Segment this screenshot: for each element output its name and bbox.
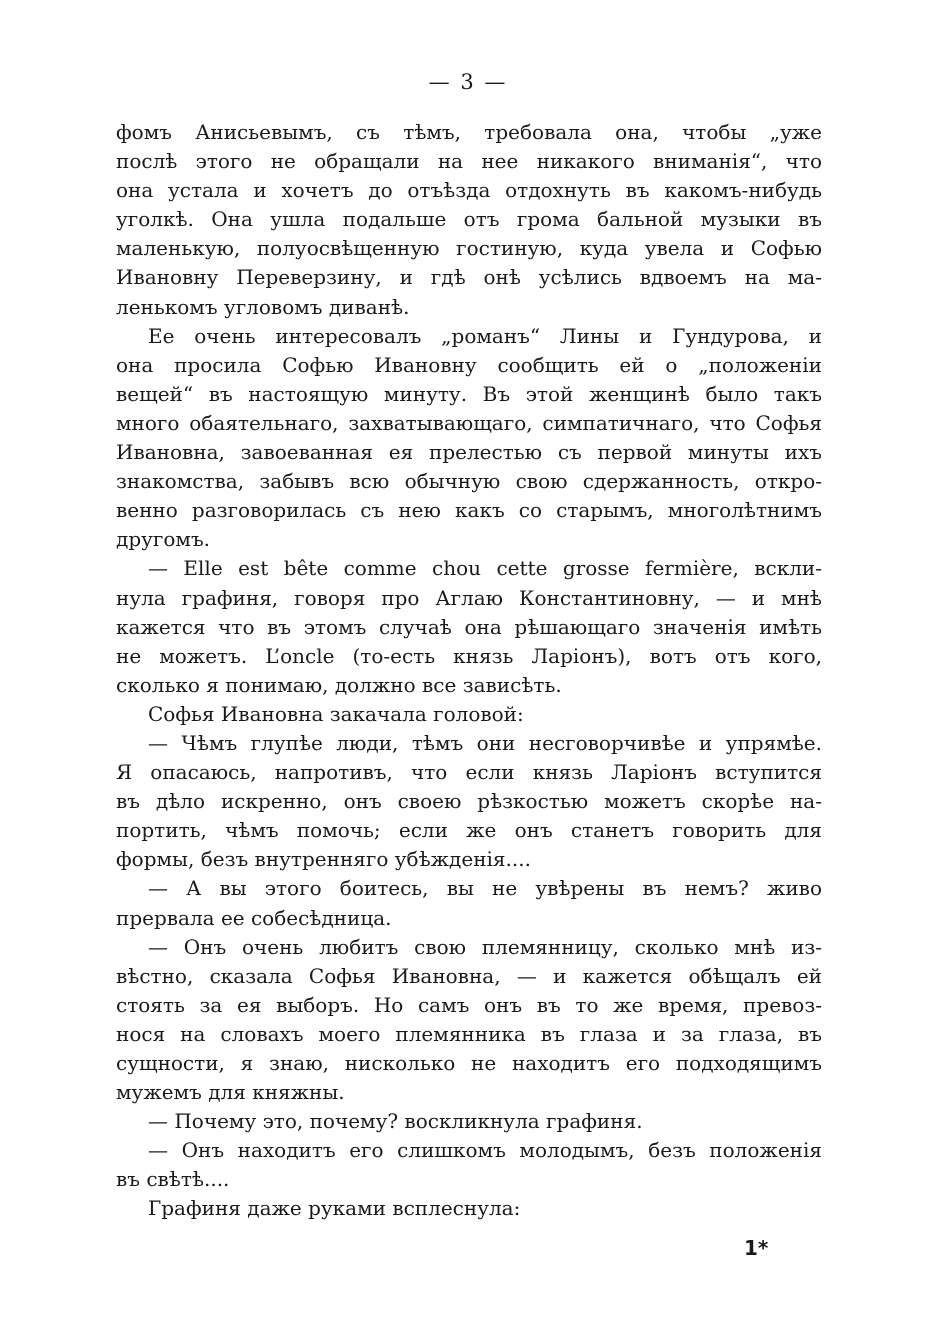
text-line: — А вы этого боитесь, вы не увѣрены въ немъ? живо (148, 876, 822, 901)
text-line: — Elle est bête comme chou cette grosse fermière, вскли- (148, 556, 822, 581)
text-line: вѣстно, сказала Софья Ивановна, — и кажется обѣщалъ ей (116, 963, 822, 988)
text-line: сколько я понимаю, должно все зависѣть. (116, 672, 562, 697)
paragraph (116, 874, 822, 932)
text-line: вещей“ въ настоящую минуту. Въ этой женщинѣ было такъ (116, 381, 822, 406)
text-line: не можетъ. L’oncle (то-есть князь Ларіонъ), вотъ отъ кого, (116, 643, 822, 668)
text-line: Софья Ивановна закачала головой: (148, 701, 524, 726)
text-line: формы, безъ внутренняго убѣжденія.... (116, 847, 531, 872)
paragraph (116, 729, 822, 874)
text-line: маленькую, полуосвѣщенную гостиную, куда увела и Софью (116, 236, 822, 261)
paragraph (116, 1194, 822, 1223)
text-line: стоять за ея выборъ. Но самъ онъ въ то же время, превоз- (116, 992, 822, 1017)
text-line: послѣ этого не обращали на нее никакого вниманія“, что (116, 149, 822, 174)
paragraph (116, 1136, 822, 1194)
text-line: въ дѣло искренно, онъ своею рѣзкостью можетъ скорѣе на- (116, 789, 822, 814)
text-line: въ свѣтѣ.... (116, 1167, 230, 1192)
text-line: фомъ Анисьевымъ, съ тѣмъ, требовала она, чтобы „уже (116, 120, 822, 144)
text-line: — Почему это, почему? воскликнула графиня. (148, 1109, 643, 1134)
text-line: портить, чѣмъ помочь; если же онъ станетъ говорить для (116, 818, 822, 843)
text-line: уголкѣ. Она ушла подальше отъ грома бальной музыки въ (116, 207, 822, 232)
paragraph (116, 700, 822, 729)
paragraph (116, 554, 822, 699)
text-line: прервала ее собесѣдница. (116, 905, 392, 930)
printer-signature-mark: 1* (744, 1236, 769, 1260)
text-line: она устала и хочетъ до отъѣзда отдохнуть въ какомъ-нибудь (116, 178, 822, 203)
text-line: другомъ. (116, 527, 211, 552)
text-line: — Онъ очень любитъ свою племянницу, сколько мнѣ из- (148, 934, 822, 959)
text-line: ленькомъ угловомъ диванѣ. (116, 294, 410, 319)
text-line: нося на словахъ моего племянника въ глаза и за глаза, въ (116, 1021, 822, 1046)
paragraph (116, 322, 822, 555)
text-line: Ивановну Переверзину, и гдѣ онѣ усѣлись вдвоемъ на ма- (116, 265, 822, 290)
paragraph (116, 118, 822, 322)
text-line: Я опасаюсь, напротивъ, что если князь Ларіонъ вступится (116, 760, 822, 785)
paragraph (116, 933, 822, 1108)
text-line: — Чѣмъ глупѣе люди, тѣмъ они несговорчивѣе и упрямѣе. (148, 730, 822, 755)
paragraph (116, 1107, 822, 1136)
text-line: мужемъ для княжны. (116, 1080, 345, 1105)
text-line: сущности, я знаю, нисколько не находитъ его подходящимъ (116, 1051, 822, 1075)
text-line: Графиня даже руками всплеснула: (148, 1196, 521, 1221)
text-line: она просила Софью Ивановну сообщить ей о „положеніи (116, 352, 822, 377)
text-line: Ивановна, завоеванная ея прелестью съ первой минуты ихъ (116, 440, 822, 465)
text-line: Ее очень интересовалъ „романъ“ Лины и Гундурова, и (148, 323, 822, 348)
text-line: кажется что въ этомъ случаѣ она рѣшающаго значенія имѣть (116, 614, 822, 639)
body-text (116, 118, 822, 1224)
text-line: знакомства, забывъ всю обычную свою сдержанность, откро- (116, 469, 822, 494)
text-line: много обаятельнаго, захватывающаго, симпатичнаго, что Софья (116, 410, 822, 435)
text-line: венно разговорилась съ нею какъ со старымъ, многолѣтнимъ (116, 498, 822, 523)
page-number: — 3 — (428, 70, 508, 94)
text-line: нула графиня, говоря про Аглаю Константиновну, — и мнѣ (116, 585, 822, 610)
text-line: — Онъ находитъ его слишкомъ молодымъ, безъ положенія (148, 1138, 822, 1163)
